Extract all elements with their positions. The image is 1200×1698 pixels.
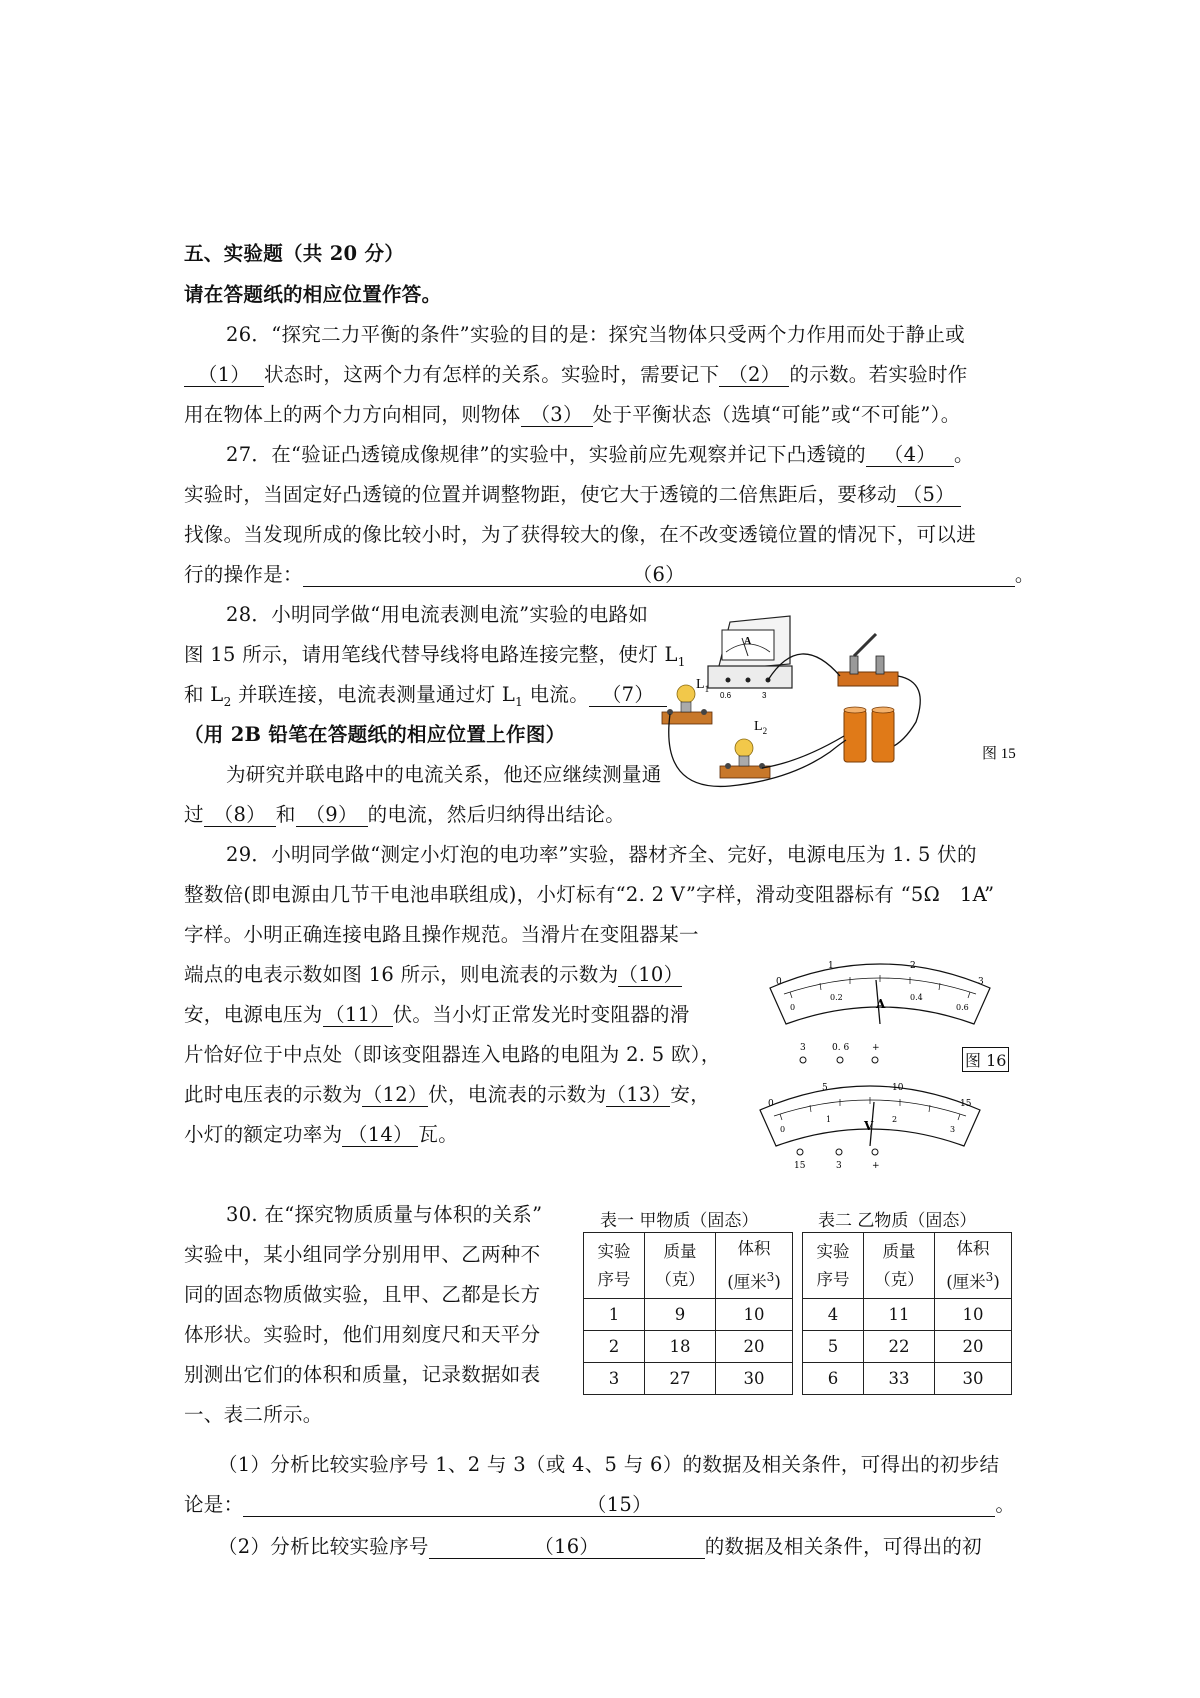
table-row	[803, 1363, 1012, 1395]
header-text: （克）	[655, 1269, 705, 1289]
q30-text: 。	[995, 1493, 1016, 1516]
table-row	[584, 1299, 793, 1331]
bulb-l1-label: $L_1$	[696, 677, 710, 694]
q30-text: 论是：	[184, 1493, 244, 1516]
answer-blank-9[interactable]: （9）	[296, 804, 368, 827]
tick-label: 0	[768, 1099, 774, 1109]
tick-label: 10	[892, 1083, 904, 1093]
q30-text: 的数据及相关条件，可得出的初	[704, 1535, 982, 1558]
q30-line-4: 体形状。实验时，他们用刻度尺和天平分	[184, 1323, 541, 1346]
terminal-label: 3	[800, 1043, 806, 1053]
table-cell: 3	[584, 1363, 645, 1395]
tick-label: 0	[780, 1125, 786, 1134]
ammeter-device	[708, 616, 792, 700]
answer-blank-12[interactable]: （12）	[362, 1083, 428, 1106]
superscript: 3	[985, 1269, 994, 1284]
subscript: 1	[515, 694, 524, 709]
terminal-label: 3	[836, 1161, 842, 1171]
q27-text: 。	[953, 443, 974, 466]
header-text: )	[993, 1272, 1000, 1292]
table-header-row	[803, 1233, 1012, 1299]
q28-text: 并联连接，电流表测量通过灯 L	[231, 683, 516, 706]
q29-text: 小灯的额定功率为	[184, 1123, 343, 1146]
table-cell: 6	[803, 1363, 864, 1395]
terminal-label: +	[872, 1043, 880, 1053]
q27-text: 。	[1014, 563, 1035, 586]
terminal-label: 0. 6	[832, 1043, 850, 1053]
q26-line-2	[184, 362, 1026, 388]
q29-line-5	[184, 1002, 744, 1028]
bulb-l2-label: $L_2$	[754, 719, 768, 736]
header-text: 序号	[597, 1269, 631, 1289]
q27-text: 实验时，当固定好凸透镜的位置并调整物距，使它大于透镜的二倍焦距后，要移动	[184, 483, 897, 506]
table-header-row	[584, 1233, 793, 1299]
tick-label: 0.4	[910, 993, 923, 1002]
q28-text: 电流。	[523, 683, 589, 706]
header-text: 实验	[816, 1241, 850, 1261]
q26-text: 用在物体上的两个力方向相同，则物体	[184, 403, 521, 426]
q30-line-2: 实验中，某小组同学分别用甲、乙两种不	[184, 1243, 541, 1266]
table-cell: 10	[716, 1299, 793, 1331]
tick-label: 3	[950, 1125, 956, 1134]
wire	[890, 676, 920, 748]
table-row	[584, 1363, 793, 1395]
answer-blank-4[interactable]: （4）	[866, 444, 954, 467]
answer-blank-16[interactable]: （16）	[429, 1536, 705, 1559]
header-text: （克）	[874, 1269, 924, 1289]
answer-blank-2[interactable]: （2）	[719, 364, 789, 387]
q27-text: 行的操作是：	[184, 563, 303, 586]
switch-device	[838, 634, 898, 686]
circuit-figure-15	[690, 612, 1030, 834]
header-text: (厘米	[727, 1272, 767, 1292]
header-text: 实验	[597, 1241, 631, 1261]
table-cell: 30	[716, 1363, 793, 1395]
table-row	[803, 1331, 1012, 1363]
table-cell: 20	[935, 1331, 1012, 1363]
voltmeter-letter: V	[864, 1119, 874, 1133]
header-cell	[716, 1233, 793, 1299]
answer-blank-13[interactable]: （13）	[606, 1083, 672, 1106]
q26-line-3	[184, 402, 1026, 428]
voltmeter-dial	[760, 1083, 980, 1171]
tick-label: 0.6	[956, 1003, 969, 1012]
q28-line-5: 为研究并联电路中的电流关系，他还应继续测量通	[226, 763, 662, 786]
q30-part-2-line-1	[218, 1534, 1018, 1560]
q26-text: 状态时，这两个力有怎样的关系。实验时，需要记下	[264, 363, 720, 386]
q28-line-4: （用 2B 铅笔在答题纸的相应位置上作图）	[184, 723, 566, 746]
q29-line-2: 整数倍(即电源由几节干电池串联组成)，小灯标有“2. 2 V”字样，滑动变阻器标有 “5Ω 1A”	[184, 883, 995, 906]
q27-line-4	[184, 562, 1035, 588]
answer-blank-11[interactable]: （11）	[323, 1004, 393, 1027]
answer-blank-14[interactable]: （14）	[342, 1124, 418, 1147]
q28-line-3	[184, 682, 744, 715]
table-cell: 30	[935, 1363, 1012, 1395]
header-cell	[935, 1233, 1012, 1299]
tick-label: 3	[978, 977, 984, 987]
table-cell: 4	[803, 1299, 864, 1331]
tick-label: 1	[828, 961, 834, 971]
section-instruction: 请在答题纸的相应位置作答。	[184, 283, 442, 306]
tick-label: 5	[822, 1083, 828, 1093]
q28-line-2	[184, 642, 744, 675]
q27-line-1	[226, 442, 1026, 468]
table-cell: 1	[584, 1299, 645, 1331]
table-cell: 27	[645, 1363, 716, 1395]
subscript: 1	[677, 654, 686, 669]
wire	[762, 736, 844, 768]
tick-label: 1	[826, 1115, 832, 1124]
header-cell	[645, 1233, 716, 1299]
q28-line-6	[184, 802, 744, 828]
answer-blank-10[interactable]: （10）	[618, 963, 684, 986]
q28-text: 图 15 所示，请用笔线代替导线将电路连接完整，使灯 L	[184, 643, 678, 666]
tick-label: 15	[960, 1099, 972, 1109]
tick-label: 2	[910, 961, 916, 971]
header-cell	[584, 1233, 645, 1299]
ammeter-letter: A	[744, 636, 752, 647]
terminal-label: 3	[762, 691, 767, 700]
terminal-label: 15	[794, 1161, 806, 1171]
q29-line-7	[184, 1082, 744, 1108]
header-text: 质量	[882, 1241, 916, 1261]
header-cell	[864, 1233, 935, 1299]
table-cell: 18	[645, 1331, 716, 1363]
terminal	[726, 678, 731, 683]
q29-line-3: 字样。小明正确连接电路且操作规范。当滑片在变阻器某一	[184, 923, 699, 946]
figure-15-caption: 图 15	[982, 746, 1016, 762]
tick-label: 0	[776, 977, 782, 987]
q30-line-6: 一、表二所示。	[184, 1403, 323, 1426]
q28-line-1: 28．小明同学做“用电流表测电流”实验的电路如	[226, 603, 649, 626]
q29-text: 安，	[670, 1083, 711, 1106]
answer-blank-1[interactable]: （1）	[184, 364, 264, 387]
tick-label: 0.2	[830, 993, 843, 1002]
table-cell: 10	[935, 1299, 1012, 1331]
q29-text: 安，电源电压为	[184, 1003, 323, 1026]
header-text: 质量	[663, 1241, 697, 1261]
header-cell	[803, 1233, 864, 1299]
q29-text: 端点的电表示数如图 16 所示，则电流表的示数为	[184, 963, 619, 986]
table-cell: 5	[803, 1331, 864, 1363]
ammeter-dial	[770, 961, 990, 1063]
q28-text: 和 L	[184, 683, 224, 706]
section-title: 五、实验题（共 20 分）	[184, 242, 405, 265]
terminal	[746, 678, 751, 683]
q28-text: 过	[184, 803, 204, 826]
header-text: 体积	[956, 1238, 990, 1258]
header-text: (厘米	[946, 1272, 986, 1292]
table-cell: 2	[584, 1331, 645, 1363]
ammeter-letter: A	[876, 997, 886, 1011]
answer-blank-5[interactable]: （5）	[897, 484, 961, 507]
q27-line-2	[184, 482, 1026, 508]
table-cell: 33	[864, 1363, 935, 1395]
q29-text: 此时电压表的示数为	[184, 1083, 363, 1106]
terminal-label: +	[872, 1161, 880, 1171]
q27-text: 27．在“验证凸透镜成像规律”的实验中，实验前应先观察并记下凸透镜的	[226, 443, 866, 466]
table-row	[584, 1331, 793, 1363]
table-cell: 11	[864, 1299, 935, 1331]
q29-line-1: 29．小明同学做“测定小灯泡的电功率”实验，器材齐全、完好，电源电压为 1. 5 伏的	[226, 843, 977, 866]
q30-line-3: 同的固态物质做实验，且甲、乙都是长方	[184, 1283, 541, 1306]
q28-text: 的电流，然后归纳得出结论。	[367, 803, 626, 826]
q29-text: 瓦。	[418, 1123, 459, 1146]
q29-line-8	[184, 1122, 744, 1148]
answer-blank-6[interactable]: （6）	[303, 564, 1015, 587]
battery-pack	[844, 707, 894, 762]
q27-line-3: 找像。当发现所成的像比较小时，为了获得较大的像，在不改变透镜位置的情况下，可以进	[184, 523, 977, 546]
q30-part-1-line-2	[184, 1492, 1026, 1518]
table-2	[802, 1232, 1012, 1395]
table-row	[803, 1299, 1012, 1331]
q30-part-1-line-1: （1）分析比较实验序号 1、2 与 3（或 4、5 与 6）的数据及相关条件，可得出的初步结	[218, 1453, 1000, 1476]
bulb-l2	[720, 739, 770, 778]
answer-blank-8[interactable]: （8）	[204, 804, 276, 827]
answer-blank-15[interactable]: （15）	[243, 1494, 995, 1517]
q26-line-1: 26．“探究二力平衡的条件”实验的目的是：探究当物体只受两个力作用而处于静止或	[226, 323, 965, 346]
q26-text: 处于平衡状态（选填“可能”或“不可能”）。	[592, 403, 961, 426]
table-cell: 9	[645, 1299, 716, 1331]
q30-text: （2）分析比较实验序号	[218, 1535, 429, 1558]
q28-text: 和	[275, 803, 296, 826]
q29-text: 伏，电流表的示数为	[428, 1083, 607, 1106]
q29-text: 伏。当小灯正常发光时变阻器的滑	[392, 1003, 690, 1026]
superscript: 3	[766, 1269, 775, 1284]
tick-label: 0	[790, 1003, 796, 1012]
table-2-caption: 表二 乙物质（固态）	[818, 1211, 977, 1231]
terminal-label: 0.6	[720, 691, 732, 700]
tick-label: 2	[892, 1115, 898, 1124]
q26-text: 的示数。若实验时作	[789, 363, 968, 386]
table-cell: 20	[716, 1331, 793, 1363]
table-cell: 22	[864, 1331, 935, 1363]
header-text: 体积	[737, 1238, 771, 1258]
answer-blank-7[interactable]: （7）	[589, 684, 667, 707]
q29-line-4	[184, 962, 744, 988]
subscript: 2	[223, 694, 232, 709]
figure-16-caption: 图 16	[962, 1047, 1009, 1072]
header-text: 序号	[816, 1269, 850, 1289]
q29-line-6: 片恰好位于中点处（即该变阻器连入电路的电阻为 2. 5 欧），	[184, 1043, 721, 1066]
q30-line-1: 30. 在“探究物质质量与体积的关系”	[226, 1203, 543, 1226]
answer-blank-3[interactable]: （3）	[521, 404, 593, 427]
header-text: )	[774, 1272, 781, 1292]
table-1	[583, 1232, 793, 1395]
table-1-caption: 表一 甲物质（固态）	[600, 1211, 759, 1231]
q30-line-5: 别测出它们的体积和质量，记录数据如表	[184, 1363, 541, 1386]
